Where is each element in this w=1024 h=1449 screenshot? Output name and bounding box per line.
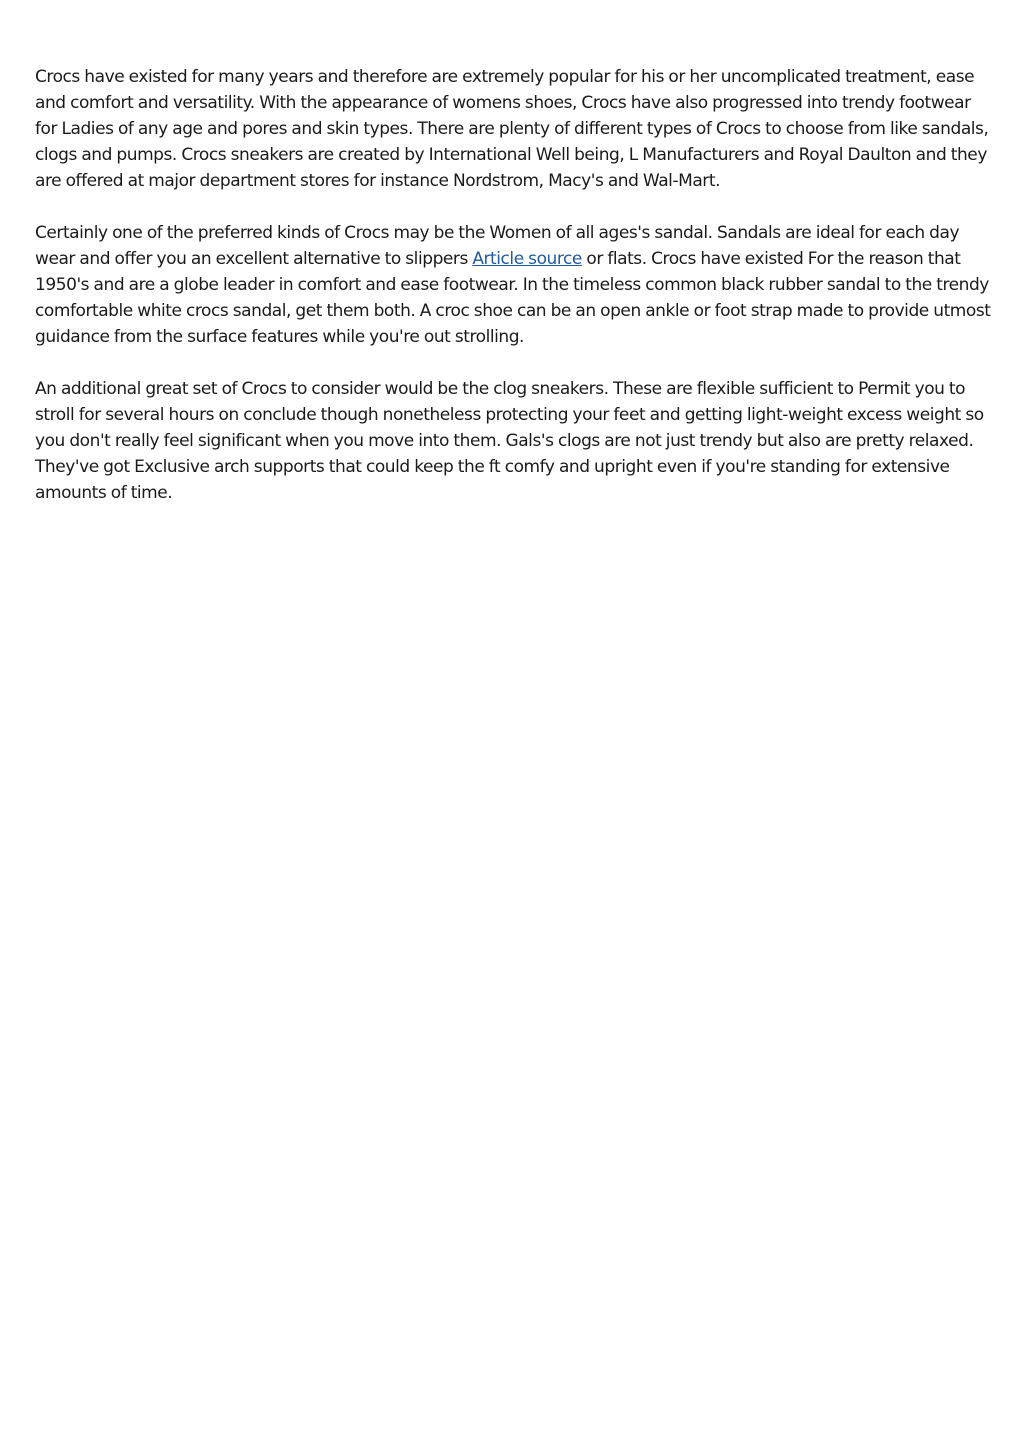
paragraph-2-text-before-link: Certainly one of the preferred kinds of Crocs may be the Women of all ages's sandal. Sandals are ideal for each day wear and offer you an excellent alternative to slippers: [35, 223, 960, 269]
paragraph-3: An additional great set of Crocs to consider would be the clog sneakers. These are flexible sufficient to Permit you to stroll for several hours on conclude though nonetheless protecting your feet and getting light-weight excess weight so you don't really feel significant when you move into them. Gals's clogs are not just trendy but also are pretty relaxed. They've got Exclusive arch supports that could keep the ft comfy and upright even if you're standing for extensive amounts of time.: [35, 379, 984, 503]
document-body: [35, 64, 995, 532]
paragraph-2-text-after-link: or flats. Crocs have existed For the reason that 1950's and are a globe leader in comfort and ease footwear. In the timeless common black rubber sandal to the trendy comfortable white crocs sandal, get them both. A croc shoe can be an open ankle or foot strap made to provide utmost guidance from the surface features while you're out strolling.: [35, 249, 991, 347]
paragraph-2: [35, 220, 995, 350]
paragraph-1: Crocs have existed for many years and therefore are extremely popular for his or her uncomplicated treatment, ease and comfort and versatility. With the appearance of womens shoes, Crocs have also progressed into trendy footwear for Ladies of any age and pores and skin types. There are plenty of different types of Crocs to choose from like sandals, clogs and pumps. Crocs sneakers are created by International Well being, L Manufacturers and Royal Daulton and they are offered at major department stores for instance Nordstrom, Macy's and Wal-Mart.: [35, 67, 989, 191]
article-source-link[interactable]: Article source: [472, 249, 582, 269]
